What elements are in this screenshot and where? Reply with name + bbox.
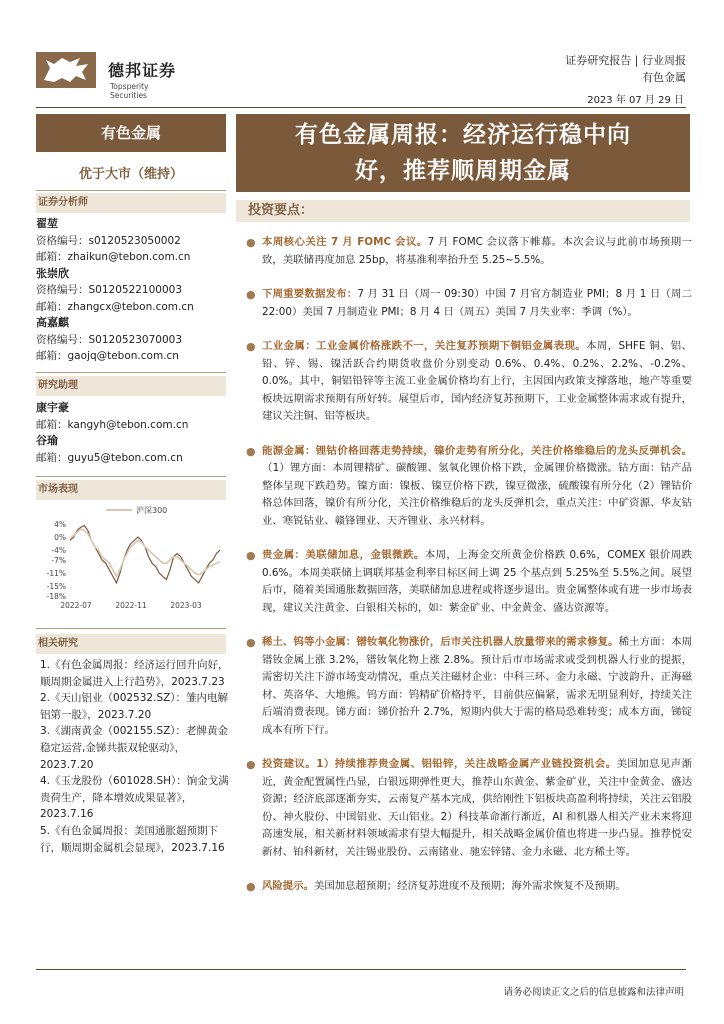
summary-bullets — [246, 234, 692, 896]
related-heading: 相关研究 — [36, 634, 226, 654]
x-tick-label: 2023-03 — [170, 601, 202, 610]
analyst-list — [36, 216, 236, 365]
y-tick-label: -18% — [46, 592, 66, 601]
summary-bullet — [246, 756, 692, 861]
related-research-item[interactable]: 3.《湖南黄金（002155.SZ）：老牌黄金稳定运营,金锑共振双轮驱动》，2023.7.20 — [40, 725, 229, 771]
bull-logo-icon — [36, 50, 98, 90]
x-tick-label: 2022-11 — [115, 601, 147, 610]
bullet-highlight: 能源金属：锂钴价格回落走势持续，镍价走势有所分化，关注价格维稳后的龙头反弹机会。 — [262, 444, 692, 457]
analyst-name: 张崇欣 — [36, 266, 69, 280]
assistant-list — [36, 400, 236, 466]
rating-label: 优于大市（维持） — [78, 167, 183, 182]
summary-bullet — [246, 443, 692, 531]
series-line-hs300 — [70, 529, 220, 577]
bullet-icon: ● — [246, 636, 256, 649]
bullet-highlight: 下周重要数据发布： — [262, 288, 358, 300]
bullet-icon: ● — [246, 340, 256, 353]
bullet-highlight: 工业金属：工业金属价格涨跌不一，关注复苏预期下铜铝金属表现。 — [262, 340, 587, 352]
legend-label: 沪深300 — [136, 506, 168, 515]
assistants-heading: 研究助理 — [36, 376, 226, 396]
bullet-highlight: 投资建议。1）持续推荐贵金属、铝铅锌，关注战略金属产业链投资机会。 — [262, 758, 617, 770]
analyst-name: 高嘉麒 — [36, 316, 69, 329]
analyst-email[interactable]: 邮箱：zhangcx@tebon.com.cn — [36, 300, 194, 313]
bullet-text: （1）锂方面：本周锂精矿、碳酸锂、氢氧化锂价格下跌，金属锂价格微涨。钴方面：钴产品整体呈现下跌趋势。镍方面：镍板、镍豆价格下跌，镍豆微涨，硫酸镍有所分化（2）锂钴价格总体回落，镍价有所分化，关注价格维稳后的龙头反弹机会，重点关注：中矿资源、华友钴业、寒锐钴业、赣锋锂业、天齐锂业、永兴材料。 — [262, 462, 692, 527]
assistant-email[interactable]: 邮箱：kangyh@tebon.com.cn — [36, 418, 189, 431]
assistant-email[interactable]: 邮箱：guyu5@tebon.com.cn — [36, 451, 183, 464]
analysts-heading: 证券分析师 — [36, 193, 226, 213]
bullet-icon: ● — [246, 758, 256, 771]
related-research-item[interactable]: 4.《玉龙股份（601028.SH）：饷金戈满贵荷生产，降本增效成果显著》，2023.7.16 — [40, 775, 229, 821]
bullet-text: 本周，上海金交所黄金价格跌 0.6%，COMEX 银价周跌 0.6%。本周美联储上调联邦基金利率目标区间上调 25 个基点到 5.25%至 5.5%之间。展望后市，随着美国通胀数据回落，美联储加息进程或将逐步退出。贵金属整体或有进一步市场表现，建议关注黄金、白银相关标的，如：紫金矿业、中金黄金、盛达资源等。 — [262, 549, 693, 614]
assistant-name: 康宇豪 — [36, 401, 69, 414]
y-tick-label: 4% — [54, 520, 66, 529]
market-performance-chart — [36, 500, 226, 610]
analyst-email[interactable]: 邮箱：zhaikun@tebon.com.cn — [36, 251, 191, 263]
sidebar-divider — [36, 476, 226, 477]
sidebar-divider — [36, 628, 226, 629]
bullet-text: 7 月 FOMC 会议落下帷幕。本次会议与此前市场预期一致，美联储再度加息 25bp，将基准利率抬升至 5.25~5.5%。 — [262, 236, 692, 266]
summary-bullet — [246, 634, 692, 739]
sector-label: 有色金属 — [36, 114, 226, 152]
x-tick-label: 2022-07 — [60, 601, 92, 610]
summary-bullet — [246, 878, 692, 896]
related-research-item[interactable]: 2.《天山铝业（002532.SZ）：雏内电解铝第一股》，2023.7.20 — [40, 692, 229, 721]
related-research-item[interactable]: 1.《有色金属周报：经济运行回升向好，顺周期金属进入上行趋势》，2023.7.23 — [40, 659, 229, 688]
summary-bullet — [246, 286, 692, 321]
related-research-item[interactable]: 5.《有色金属周报：美国通胀超预期下行，顺周期金属机会显现》，2023.7.16 — [40, 824, 225, 854]
sidebar-divider — [36, 372, 226, 373]
bullet-text: 7 月 31 日（周一 09:30）中国 7 月官方制造业 PMI；8 月 1 日（周二 22:00）美国 7 月制造业 PMI；8 月 4 日（周五）美国 7 月失业率：季调（%）。 — [262, 288, 693, 318]
bullet-icon: ● — [246, 236, 256, 249]
bullet-icon: ● — [246, 549, 256, 562]
summary-bullet — [246, 338, 692, 426]
report-date: 2023 年 07 月 29 日 — [587, 95, 684, 106]
brand-logo — [36, 50, 186, 100]
analyst-email[interactable]: 邮箱：gaojq@tebon.com.cn — [36, 350, 179, 362]
report-title — [236, 114, 690, 192]
report-sector: 有色金属 — [642, 71, 686, 84]
report-type-header — [565, 52, 686, 86]
bullet-icon: ● — [246, 288, 256, 301]
analyst-cert: 资格编号：s0120523050002 — [36, 234, 181, 247]
summary-heading: 投资要点： — [236, 200, 690, 222]
related-research-list — [40, 657, 230, 856]
y-tick-label: -4% — [51, 546, 66, 556]
bullet-highlight: 风险提示。 — [262, 880, 314, 892]
analyst-name: 翟堃 — [36, 217, 58, 230]
footer-divider — [36, 969, 686, 970]
bullet-icon: ● — [246, 880, 256, 893]
y-tick-label: -15% — [46, 582, 66, 592]
footer-disclaimer[interactable]: 请务必阅读正文之后的信息披露和法律声明 — [503, 987, 684, 998]
sidebar-divider — [36, 190, 226, 191]
bullet-text: 本周，SHFE 铜、铝、铅、锌、锡、镍活跃合约期货收盘价分别变动 0.6%、0.4%、0.2%、2.2%、-0.2%、0.0%。其中，铜铝铅锌等主流工业金属价格均有上行，主因国内政策支撑落地，地产等重要板块远期需求预期有所好转。展望后市，国内经济复苏预期下，工业金属整体需求或有提升，建议关注铜、铝等板块。 — [262, 340, 692, 422]
bullet-highlight: 贵金属：美联储加息，金银微跌。 — [262, 549, 425, 561]
bullet-highlight: 本周核心关注 7 月 FOMC 会议。 — [262, 236, 428, 248]
analyst-cert: 资格编号：S0120523070003 — [36, 333, 183, 346]
bullet-text: 美国加息超预期；经济复苏进度不及预期；海外需求恢复不及预期。 — [313, 880, 626, 892]
y-tick-label: -7% — [51, 556, 66, 565]
header-divider — [36, 107, 686, 108]
report-title-line2: 好，推荐顺周期金属 — [355, 158, 571, 184]
brand-name-cn: 德邦证券 — [108, 61, 177, 80]
summary-bullet — [246, 547, 692, 617]
bullet-text: 稀土方面：本周镨钕金属上涨 3.2%，镨钕氧化物上涨 2.8%。预计后市市场需求或受到机器人行业的提振，需密切关注下游市场变动情况，重点关注磁材企业：中科三环、金力永磁、宁波韵升、正海磁材、英洛华、大地熊。钨方面：钨精矿价格持平，目前供应偏紧，需求无明显利好，持续关注后端消费表现。锑方面：锑价抬升 2.7%，短期内供大于需的格局恐难转变；成本方面，锑锭成本有所下行。 — [262, 636, 693, 736]
market-heading: 市场表现 — [36, 480, 226, 500]
bullet-icon: ● — [246, 444, 256, 458]
bullet-highlight: 稀土、钨等小金属：镨钕氧化物涨价，后市关注机器人放量带来的需求修复。 — [262, 636, 619, 648]
analyst-cert: 资格编号：S0120522100003 — [36, 284, 183, 296]
y-tick-label: -11% — [46, 569, 66, 579]
assistant-name: 谷瑜 — [36, 434, 58, 447]
y-tick-label: 0% — [54, 533, 66, 543]
report-type: 证券研究报告 | 行业周报 — [565, 54, 686, 67]
summary-bullet — [246, 234, 692, 269]
brand-name-en: Topsperity Securities — [110, 82, 149, 100]
bullet-text: 美国加息见声渐近，黄金配置属性凸显，白银远期弹性更大，推荐山东黄金、紫金矿业，关注中金黄金、盛达资源；经济底部逐渐夯实，云南复产基本完成，供给刚性下铝板块高盈利将持续，关注云铝股份、神火股份、中国铝业、天山铝业。2）科技革命渐行渐近，AI 和机器人相关产业未来将迎高速发展，相关新材料领域需求有望大幅提升，相关战略金属价值也将进一步凸显。推荐悦安新材、铂科新材，关注锡业股份、云南锗业、驰宏锌锗、金力永磁、北方稀土等。 — [262, 758, 692, 858]
report-title-line1: 有色金属周报：经济运行稳中向 — [295, 122, 631, 148]
